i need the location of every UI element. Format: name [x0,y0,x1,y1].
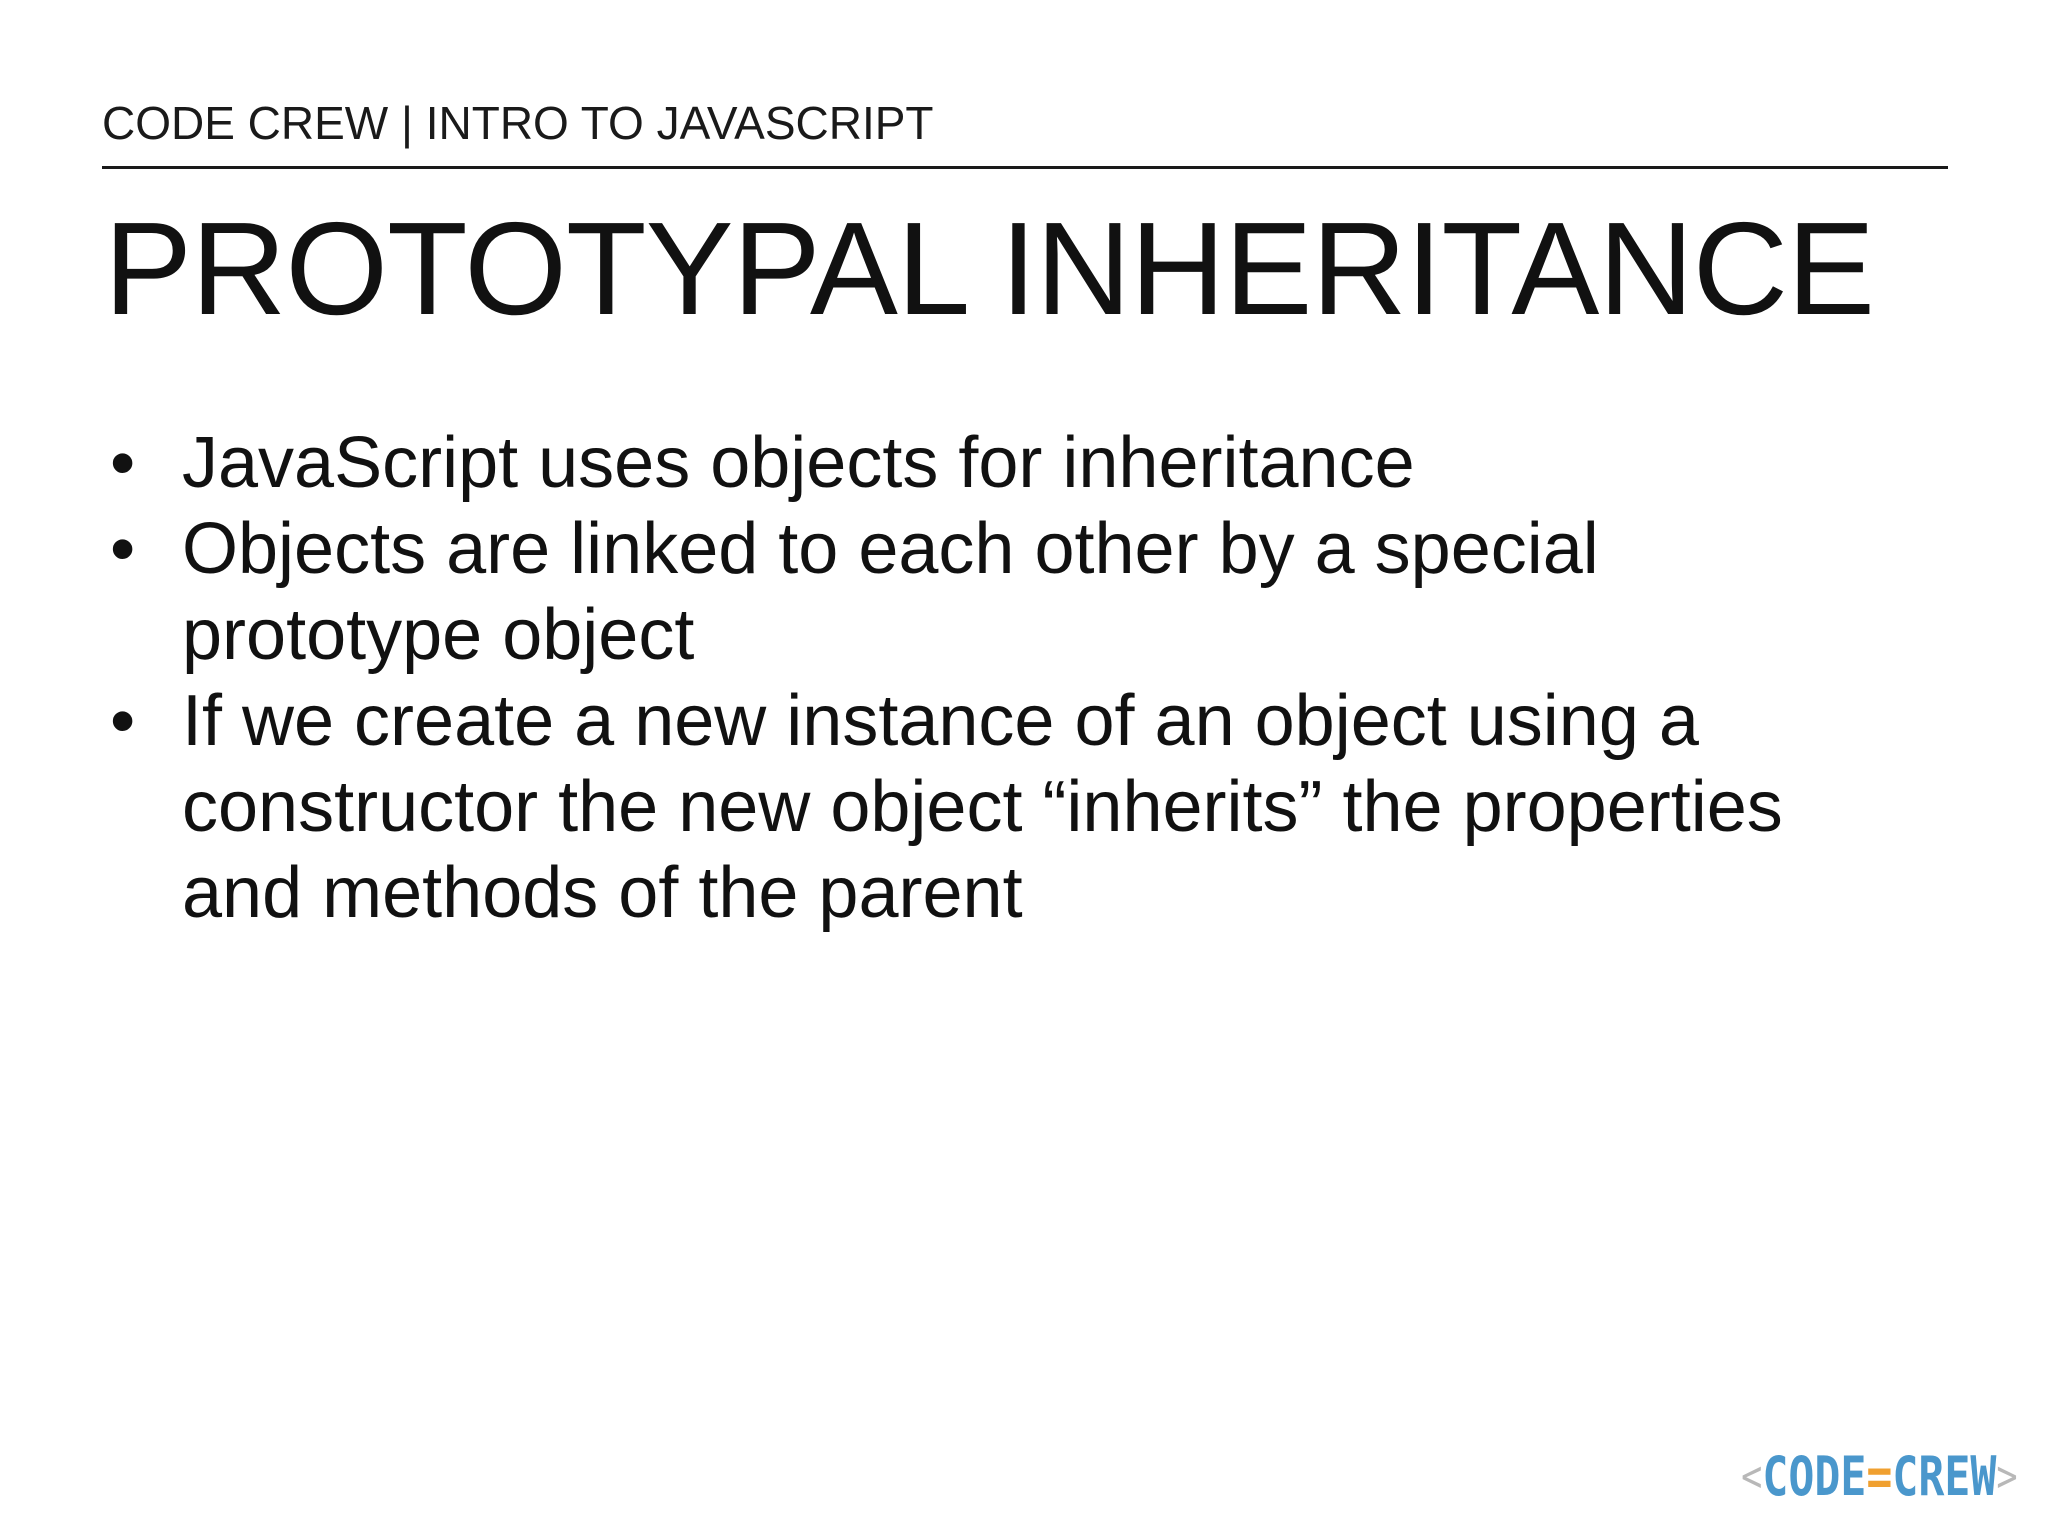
bullet-item [102,420,1902,506]
bullet-dot-icon: • [110,681,136,761]
bullet-list [102,420,1902,936]
code-crew-logo [1741,1445,2018,1508]
header-divider [102,166,1948,169]
bullet-dot-icon: • [110,423,136,503]
logo-right-bracket: > [1996,1451,2018,1502]
logo-word-crew: CREW [1892,1445,1997,1508]
bullet-text: If we create a new instance of an object using a constructor the new object “inherits” the properties and methods of the parent [182,681,1783,933]
bullet-item [102,678,1902,936]
bullet-dot-icon: • [110,509,136,589]
bullet-text: JavaScript uses objects for inheritance [182,423,1415,503]
logo-equals: = [1866,1445,1893,1508]
logo-left-bracket: < [1741,1451,1763,1502]
logo-word-code: CODE [1762,1445,1867,1508]
bullet-text: Objects are linked to each other by a special prototype object [182,509,1599,675]
slide-title: PROTOTYPAL INHERITANCE [104,195,1875,342]
slide-header: CODE CREW | INTRO TO JAVASCRIPT [102,97,934,149]
bullet-item [102,506,1902,678]
